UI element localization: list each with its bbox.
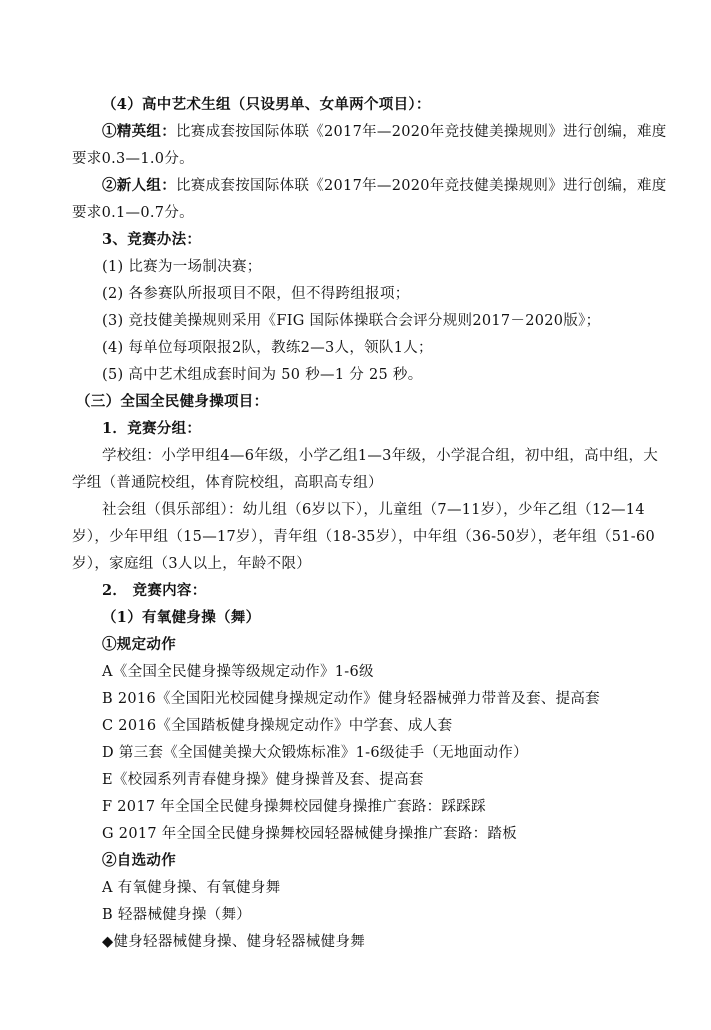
text-social-group-cont: 岁），少年甲组（15—17岁），青年组（18-35岁），中年组（36-50岁），老年组（51-60: [72, 529, 656, 545]
text-elite-difficulty: 要求0.3—1.0分。: [72, 151, 194, 167]
paragraph-elite-group: [102, 122, 667, 142]
text-elite-group: 比赛成套按国际体联《2017年—2020年竞技健美操规则》进行创编，难度: [176, 124, 667, 140]
label-new-group: ②新人组：: [102, 177, 176, 194]
list-item-optional-b: B 轻器械健身操（舞）: [102, 907, 252, 923]
heading-competition-method: 3、竞赛办法：: [102, 231, 202, 248]
list-item-compulsory-c: C 2016《全国踏板健身操规定动作》中学套、成人套: [102, 718, 453, 734]
section-heading-national-fitness: （三）全国全民健身操项目：: [76, 393, 269, 410]
text-new-group: 比赛成套按国际体联《2017年—2020年竞技健美操规则》进行创编，难度: [176, 178, 667, 194]
heading-optional-moves: ②自选动作: [102, 852, 176, 869]
label-elite-group: ①精英组：: [102, 123, 176, 140]
list-item-rule-2: (2) 各参赛队所报项目不限，但不得跨组报项；: [102, 286, 410, 302]
list-item-compulsory-f: F 2017 年全国全民健身操舞校园健身操推广套路：踩踩踩: [102, 799, 486, 815]
text-social-group-end: 岁），家庭组（3人以上，年龄不限）: [72, 556, 312, 572]
list-item-rule-4: (4) 每单位每项限报2队，教练2—3人，领队1人；: [102, 340, 433, 356]
heading-competition-groups: 1．竞赛分组：: [102, 420, 202, 437]
text-new-difficulty: 要求0.1—0.7分。: [72, 205, 194, 221]
list-item-rule-5: (5) 高中艺术组成套时间为 50 秒—1 分 25 秒。: [102, 367, 423, 383]
heading-competition-content: 2． 竞赛内容：: [102, 582, 207, 599]
heading-aerobic-fitness: （1）有氧健身操（舞）: [102, 609, 261, 626]
list-item-rule-1: (1) 比赛为一场制决赛；: [102, 259, 262, 275]
list-item-compulsory-g: G 2017 年全国全民健身操舞校园轻器械健身操推广套路：踏板: [102, 826, 518, 842]
text-school-group: 学校组：小学甲组4—6年级，小学乙组1—3年级，小学混合组，初中组，高中组，大: [102, 448, 659, 464]
list-item-optional-a: A 有氧健身操、有氧健身舞: [102, 880, 281, 896]
list-item-rule-3: (3) 竞技健美操规则采用《FIG 国际体操联合会评分规则2017－2020版》；: [102, 313, 601, 329]
list-item-compulsory-d: D 第三套《全国健美操大众锻炼标准》1-6级徒手（无地面动作）: [102, 745, 528, 761]
text-school-group-cont: 学组（普通院校组，体育院校组，高职高专组）: [72, 475, 383, 491]
paragraph-new-group: [102, 176, 667, 196]
list-item-compulsory-b: B 2016《全国阳光校园健身操规定动作》健身轻器械弹力带普及套、提高套: [102, 691, 600, 707]
list-item-optional-bullet: ◆健身轻器械健身操、健身轻器械健身舞: [102, 934, 366, 950]
list-item-compulsory-a: A《全国全民健身操等级规定动作》1-6级: [102, 664, 374, 680]
text-social-group: 社会组（俱乐部组）：幼儿组（6岁以下），儿童组（7—11岁），少年乙组（12—14: [102, 502, 645, 518]
heading-compulsory-moves: ①规定动作: [102, 636, 176, 653]
list-item-compulsory-e: E《校园系列青春健身操》健身操普及套、提高套: [102, 772, 424, 788]
heading-4-art-group: （4）高中艺术生组（只设男单、女单两个项目）：: [102, 96, 431, 113]
